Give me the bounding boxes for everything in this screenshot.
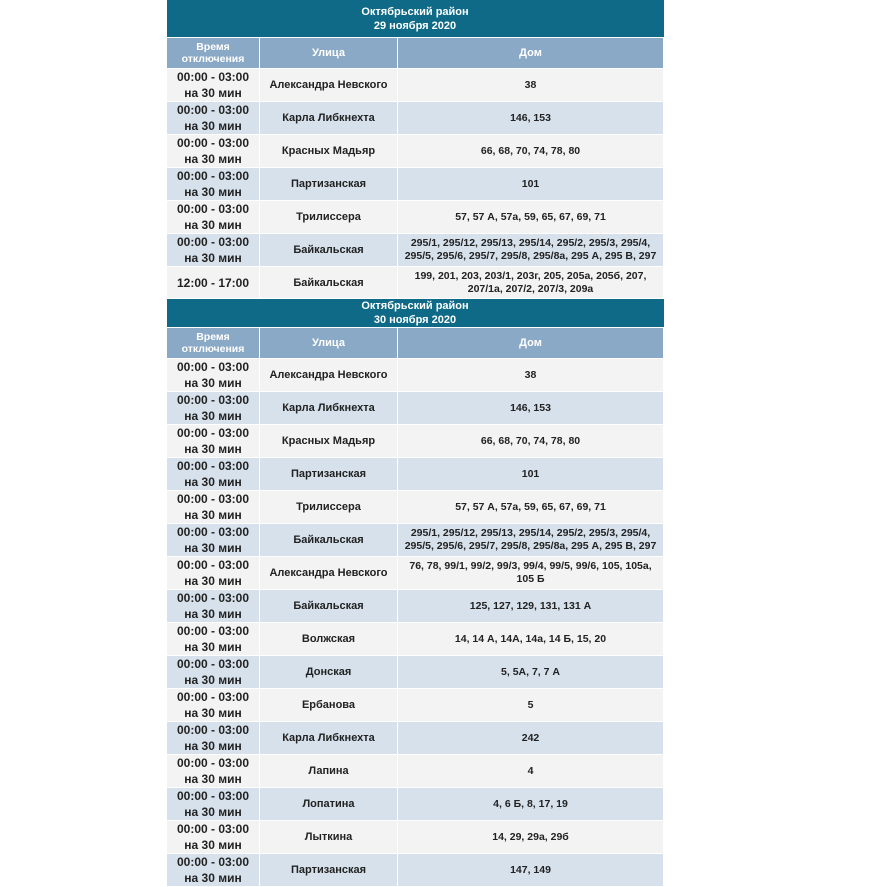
column-header-house: Дом [398, 328, 664, 359]
table-row [167, 201, 664, 234]
street-cell: Партизанская [260, 458, 398, 491]
time-cell: 00:00 - 03:00 на 30 мин [167, 788, 260, 821]
time-cell: 00:00 - 03:00 на 30 мин [167, 590, 260, 623]
section-title-cell [167, 0, 664, 38]
table-row [167, 102, 664, 135]
street-cell: Лапина [260, 755, 398, 788]
house-cell: 38 [398, 69, 664, 102]
time-cell: 12:00 - 17:00 [167, 267, 260, 299]
time-cell: 00:00 - 03:00 на 30 мин [167, 201, 260, 234]
column-header-time: Время отключения [167, 38, 260, 69]
street-cell: Ербанова [260, 689, 398, 722]
house-cell: 57, 57 А, 57а, 59, 65, 67, 69, 71 [398, 491, 664, 524]
street-cell: Александра Невского [260, 557, 398, 590]
street-cell: Красных Мадьяр [260, 425, 398, 458]
house-cell: 66, 68, 70, 74, 78, 80 [398, 135, 664, 168]
table-row [167, 458, 664, 491]
table-row [167, 557, 664, 590]
table-row [167, 69, 664, 102]
table-row [167, 135, 664, 168]
time-cell: 00:00 - 03:00 на 30 мин [167, 135, 260, 168]
time-cell: 00:00 - 03:00 на 30 мин [167, 392, 260, 425]
house-cell: 101 [398, 168, 664, 201]
table-row [167, 359, 664, 392]
time-cell: 00:00 - 03:00 на 30 мин [167, 359, 260, 392]
table-row [167, 656, 664, 689]
street-cell: Байкальская [260, 590, 398, 623]
column-header-street: Улица [260, 328, 398, 359]
street-cell: Партизанская [260, 168, 398, 201]
outage-table-section-1 [166, 0, 664, 299]
time-cell: 00:00 - 03:00 на 30 мин [167, 755, 260, 788]
time-cell: 00:00 - 03:00 на 30 мин [167, 234, 260, 267]
house-cell: 14, 14 А, 14А, 14а, 14 Б, 15, 20 [398, 623, 664, 656]
street-cell: Волжская [260, 623, 398, 656]
column-header-house: Дом [398, 38, 664, 69]
street-cell: Александра Невского [260, 69, 398, 102]
table-row [167, 524, 664, 557]
table-body [167, 69, 664, 299]
table-row [167, 821, 664, 854]
table-row [167, 854, 664, 887]
district-name: Октябрьский район [361, 300, 469, 312]
district-name: Октябрьский район [361, 5, 469, 18]
house-cell: 14, 29, 29а, 29б [398, 821, 664, 854]
table-body [167, 359, 664, 887]
house-cell: 146, 153 [398, 102, 664, 135]
time-cell: 00:00 - 03:00 на 30 мин [167, 854, 260, 887]
house-cell: 295/1, 295/12, 295/13, 295/14, 295/2, 295/3, 295/4, 295/5, 295/6, 295/7, 295/8, 295/8а, 295 А, 295 В, 297 [398, 234, 664, 267]
street-cell: Байкальская [260, 524, 398, 557]
house-cell: 5, 5А, 7, 7 А [398, 656, 664, 689]
street-cell: Трилиссера [260, 491, 398, 524]
column-header-street: Улица [260, 38, 398, 69]
time-cell: 00:00 - 03:00 на 30 мин [167, 689, 260, 722]
house-cell: 147, 149 [398, 854, 664, 887]
house-cell: 38 [398, 359, 664, 392]
street-cell: Александра Невского [260, 359, 398, 392]
time-cell: 00:00 - 03:00 на 30 мин [167, 623, 260, 656]
street-cell: Байкальская [260, 234, 398, 267]
street-cell: Лопатина [260, 788, 398, 821]
time-cell: 00:00 - 03:00 на 30 мин [167, 458, 260, 491]
section-date: 29 ноября 2020 [373, 19, 457, 32]
table-row [167, 623, 664, 656]
table-row [167, 722, 664, 755]
street-cell: Трилиссера [260, 201, 398, 234]
street-cell: Донская [260, 656, 398, 689]
house-cell: 146, 153 [398, 392, 664, 425]
section-title-cell [167, 299, 664, 328]
table-row [167, 590, 664, 623]
column-header-row [167, 38, 664, 69]
street-cell: Карла Либкнехта [260, 722, 398, 755]
section-header [167, 0, 664, 38]
house-cell: 4, 6 Б, 8, 17, 19 [398, 788, 664, 821]
time-cell: 00:00 - 03:00 на 30 мин [167, 656, 260, 689]
column-header-row [167, 328, 664, 359]
house-cell: 76, 78, 99/1, 99/2, 99/3, 99/4, 99/5, 99/6, 105, 105а, 105 Б [398, 557, 664, 590]
column-header-time: Время отключения [167, 328, 260, 359]
table-row [167, 168, 664, 201]
time-cell: 00:00 - 03:00 на 30 мин [167, 722, 260, 755]
house-cell: 57, 57 А, 57а, 59, 65, 67, 69, 71 [398, 201, 664, 234]
time-cell: 00:00 - 03:00 на 30 мин [167, 821, 260, 854]
table-row [167, 788, 664, 821]
time-cell: 00:00 - 03:00 на 30 мин [167, 425, 260, 458]
outage-table-section-2 [166, 299, 664, 887]
section-date: 30 ноября 2020 [373, 314, 457, 326]
house-cell: 242 [398, 722, 664, 755]
street-cell: Байкальская [260, 267, 398, 299]
time-cell: 00:00 - 03:00 на 30 мин [167, 168, 260, 201]
time-cell: 00:00 - 03:00 на 30 мин [167, 69, 260, 102]
table-row [167, 392, 664, 425]
house-cell: 295/1, 295/12, 295/13, 295/14, 295/2, 295/3, 295/4, 295/5, 295/6, 295/7, 295/8, 295/8а, 295 А, 295 В, 297 [398, 524, 664, 557]
house-cell: 101 [398, 458, 664, 491]
time-cell: 00:00 - 03:00 на 30 мин [167, 524, 260, 557]
time-cell: 00:00 - 03:00 на 30 мин [167, 102, 260, 135]
house-cell: 5 [398, 689, 664, 722]
table-row [167, 689, 664, 722]
section-header [167, 299, 664, 328]
house-cell: 66, 68, 70, 74, 78, 80 [398, 425, 664, 458]
house-cell: 199, 201, 203, 203/1, 203г, 205, 205а, 205б, 207, 207/1а, 207/2, 207/3, 209а [398, 267, 664, 299]
outage-schedule [166, 0, 663, 887]
table-row [167, 491, 664, 524]
street-cell: Лыткина [260, 821, 398, 854]
street-cell: Карла Либкнехта [260, 102, 398, 135]
time-cell: 00:00 - 03:00 на 30 мин [167, 491, 260, 524]
table-row [167, 267, 664, 299]
street-cell: Красных Мадьяр [260, 135, 398, 168]
house-cell: 4 [398, 755, 664, 788]
table-row [167, 755, 664, 788]
street-cell: Партизанская [260, 854, 398, 887]
time-cell: 00:00 - 03:00 на 30 мин [167, 557, 260, 590]
table-row [167, 425, 664, 458]
house-cell: 125, 127, 129, 131, 131 А [398, 590, 664, 623]
table-row [167, 234, 664, 267]
street-cell: Карла Либкнехта [260, 392, 398, 425]
